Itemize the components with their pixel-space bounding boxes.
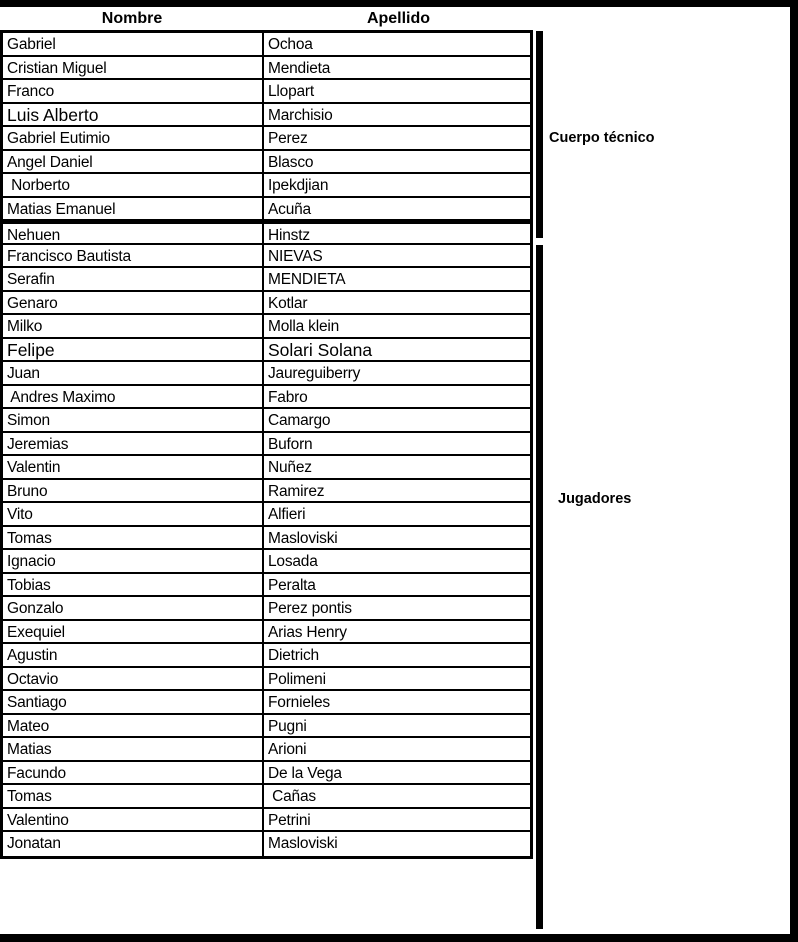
- apellido-cell: Perez: [268, 130, 308, 147]
- table-row: [3, 198, 530, 222]
- page-border-bottom: [0, 934, 798, 942]
- nombre-cell: Jeremias: [3, 433, 264, 457]
- staff-section-label: Cuerpo técnico: [549, 130, 655, 146]
- table-row: [3, 503, 530, 527]
- nombre-cell: Franco: [3, 80, 264, 104]
- apellido-cell: Ochoa: [268, 36, 313, 53]
- table-row: [3, 221, 530, 245]
- table-row: [3, 315, 530, 339]
- players-section-label: Jugadores: [558, 491, 632, 507]
- apellido-cell: Ramirez: [268, 482, 325, 500]
- table-row: [3, 762, 530, 786]
- nombre-cell: Felipe: [3, 339, 264, 363]
- table-row: [3, 832, 530, 856]
- table-row: [3, 433, 530, 457]
- nombre-cell: Facundo: [3, 762, 264, 786]
- apellido-cell: Losada: [268, 553, 318, 570]
- apellido-cell: Buforn: [268, 435, 313, 453]
- nombre-cell: Juan: [3, 362, 264, 386]
- nombre-cell: Santiago: [3, 691, 264, 715]
- apellido-cell: Ipekdjian: [268, 177, 329, 194]
- players-section-bracket: [536, 245, 543, 929]
- apellido-cell: Molla klein: [268, 318, 340, 335]
- nombre-cell: Vito: [3, 503, 264, 527]
- table-row: [3, 104, 530, 128]
- table-row: [3, 785, 530, 809]
- table-row: [3, 738, 530, 762]
- apellido-cell: Marchisio: [268, 106, 333, 124]
- nombre-cell: Gonzalo: [3, 597, 264, 621]
- apellido-cell: De la Vega: [268, 764, 342, 782]
- nombre-cell: Luis Alberto: [3, 104, 264, 128]
- table-row: [3, 245, 530, 269]
- nombre-cell: Gabriel: [3, 33, 264, 57]
- nombre-cell: Francisco Bautista: [3, 245, 264, 269]
- nombre-cell: Matias Emanuel: [3, 198, 264, 222]
- table-row: [3, 386, 530, 410]
- column-header-nombre: Nombre: [101, 10, 163, 27]
- table-row: [3, 362, 530, 386]
- apellido-cell: Dietrich: [268, 647, 319, 664]
- nombre-cell: Agustin: [3, 644, 264, 668]
- roster-table: [0, 30, 533, 859]
- nombre-cell: Simon: [3, 409, 264, 433]
- nombre-cell: Bruno: [3, 480, 264, 504]
- apellido-cell: Perez pontis: [268, 600, 352, 617]
- table-row: [3, 174, 530, 198]
- nombre-cell: Tomas: [3, 527, 264, 551]
- nombre-cell: Andres Maximo: [3, 386, 264, 410]
- table-row: [3, 127, 530, 151]
- apellido-cell: Mendieta: [268, 59, 331, 77]
- table-row: [3, 597, 530, 621]
- nombre-cell: Cristian Miguel: [3, 57, 264, 81]
- nombre-cell: Jonatan: [3, 832, 264, 856]
- apellido-cell: Fornieles: [268, 694, 330, 711]
- table-row: [3, 456, 530, 480]
- table-row: [3, 715, 530, 739]
- apellido-cell: Peralta: [268, 576, 316, 594]
- apellido-cell: Hinstz: [268, 227, 310, 244]
- table-row: [3, 550, 530, 574]
- apellido-cell: Acuña: [268, 200, 311, 218]
- nombre-cell: Octavio: [3, 668, 264, 692]
- table-row: [3, 621, 530, 645]
- nombre-cell: Genaro: [3, 292, 264, 316]
- apellido-cell: Kotlar: [268, 294, 308, 312]
- column-header-apellido: Apellido: [366, 10, 431, 27]
- table-row: [3, 57, 530, 81]
- nombre-cell: Norberto: [3, 174, 264, 198]
- table-row: [3, 668, 530, 692]
- table-row: [3, 80, 530, 104]
- table-row: [3, 339, 530, 363]
- nombre-cell: Ignacio: [3, 550, 264, 574]
- apellido-cell: Fabro: [268, 388, 308, 406]
- apellido-cell: NIEVAS: [268, 247, 323, 265]
- apellido-cell: Alfieri: [268, 506, 306, 523]
- apellido-cell: Arias Henry: [268, 623, 347, 641]
- nombre-cell: Exequiel: [3, 621, 264, 645]
- table-header: [0, 7, 533, 30]
- apellido-cell: Masloviski: [268, 529, 338, 547]
- apellido-cell: Jaureguiberry: [268, 365, 361, 382]
- apellido-cell: Polimeni: [268, 670, 326, 688]
- apellido-cell: MENDIETA: [268, 271, 346, 288]
- table-row: [3, 809, 530, 833]
- nombre-cell: Valentin: [3, 456, 264, 480]
- nombre-cell: Mateo: [3, 715, 264, 739]
- apellido-cell: Masloviski: [268, 835, 338, 852]
- nombre-cell: Angel Daniel: [3, 151, 264, 175]
- nombre-cell: Tomas: [3, 785, 264, 809]
- nombre-cell: Serafin: [3, 268, 264, 292]
- apellido-cell: Camargo: [268, 412, 331, 429]
- table-row: [3, 480, 530, 504]
- apellido-cell: Solari Solana: [268, 339, 373, 360]
- table-row: [3, 33, 530, 57]
- apellido-cell: Pugni: [268, 717, 307, 735]
- table-row: [3, 527, 530, 551]
- nombre-cell: Matias: [3, 738, 264, 762]
- nombre-cell: Nehuen: [3, 224, 264, 248]
- table-row: [3, 151, 530, 175]
- apellido-cell: Petrini: [268, 811, 311, 829]
- page-border-right: [790, 0, 798, 942]
- apellido-cell: Nuñez: [268, 459, 312, 476]
- table-row: [3, 292, 530, 316]
- apellido-cell: Cañas: [268, 788, 316, 805]
- nombre-cell: Tobias: [3, 574, 264, 598]
- table-row: [3, 644, 530, 668]
- staff-section-bracket: [536, 31, 543, 238]
- apellido-cell: Llopart: [268, 83, 314, 100]
- table-row: [3, 574, 530, 598]
- nombre-cell: Gabriel Eutimio: [3, 127, 264, 151]
- table-row: [3, 268, 530, 292]
- apellido-cell: Arioni: [268, 741, 307, 758]
- apellido-cell: Blasco: [268, 153, 314, 171]
- nombre-cell: Milko: [3, 315, 264, 339]
- table-row: [3, 409, 530, 433]
- page-border-top: [0, 0, 798, 7]
- table-row: [3, 691, 530, 715]
- nombre-cell: Valentino: [3, 809, 264, 833]
